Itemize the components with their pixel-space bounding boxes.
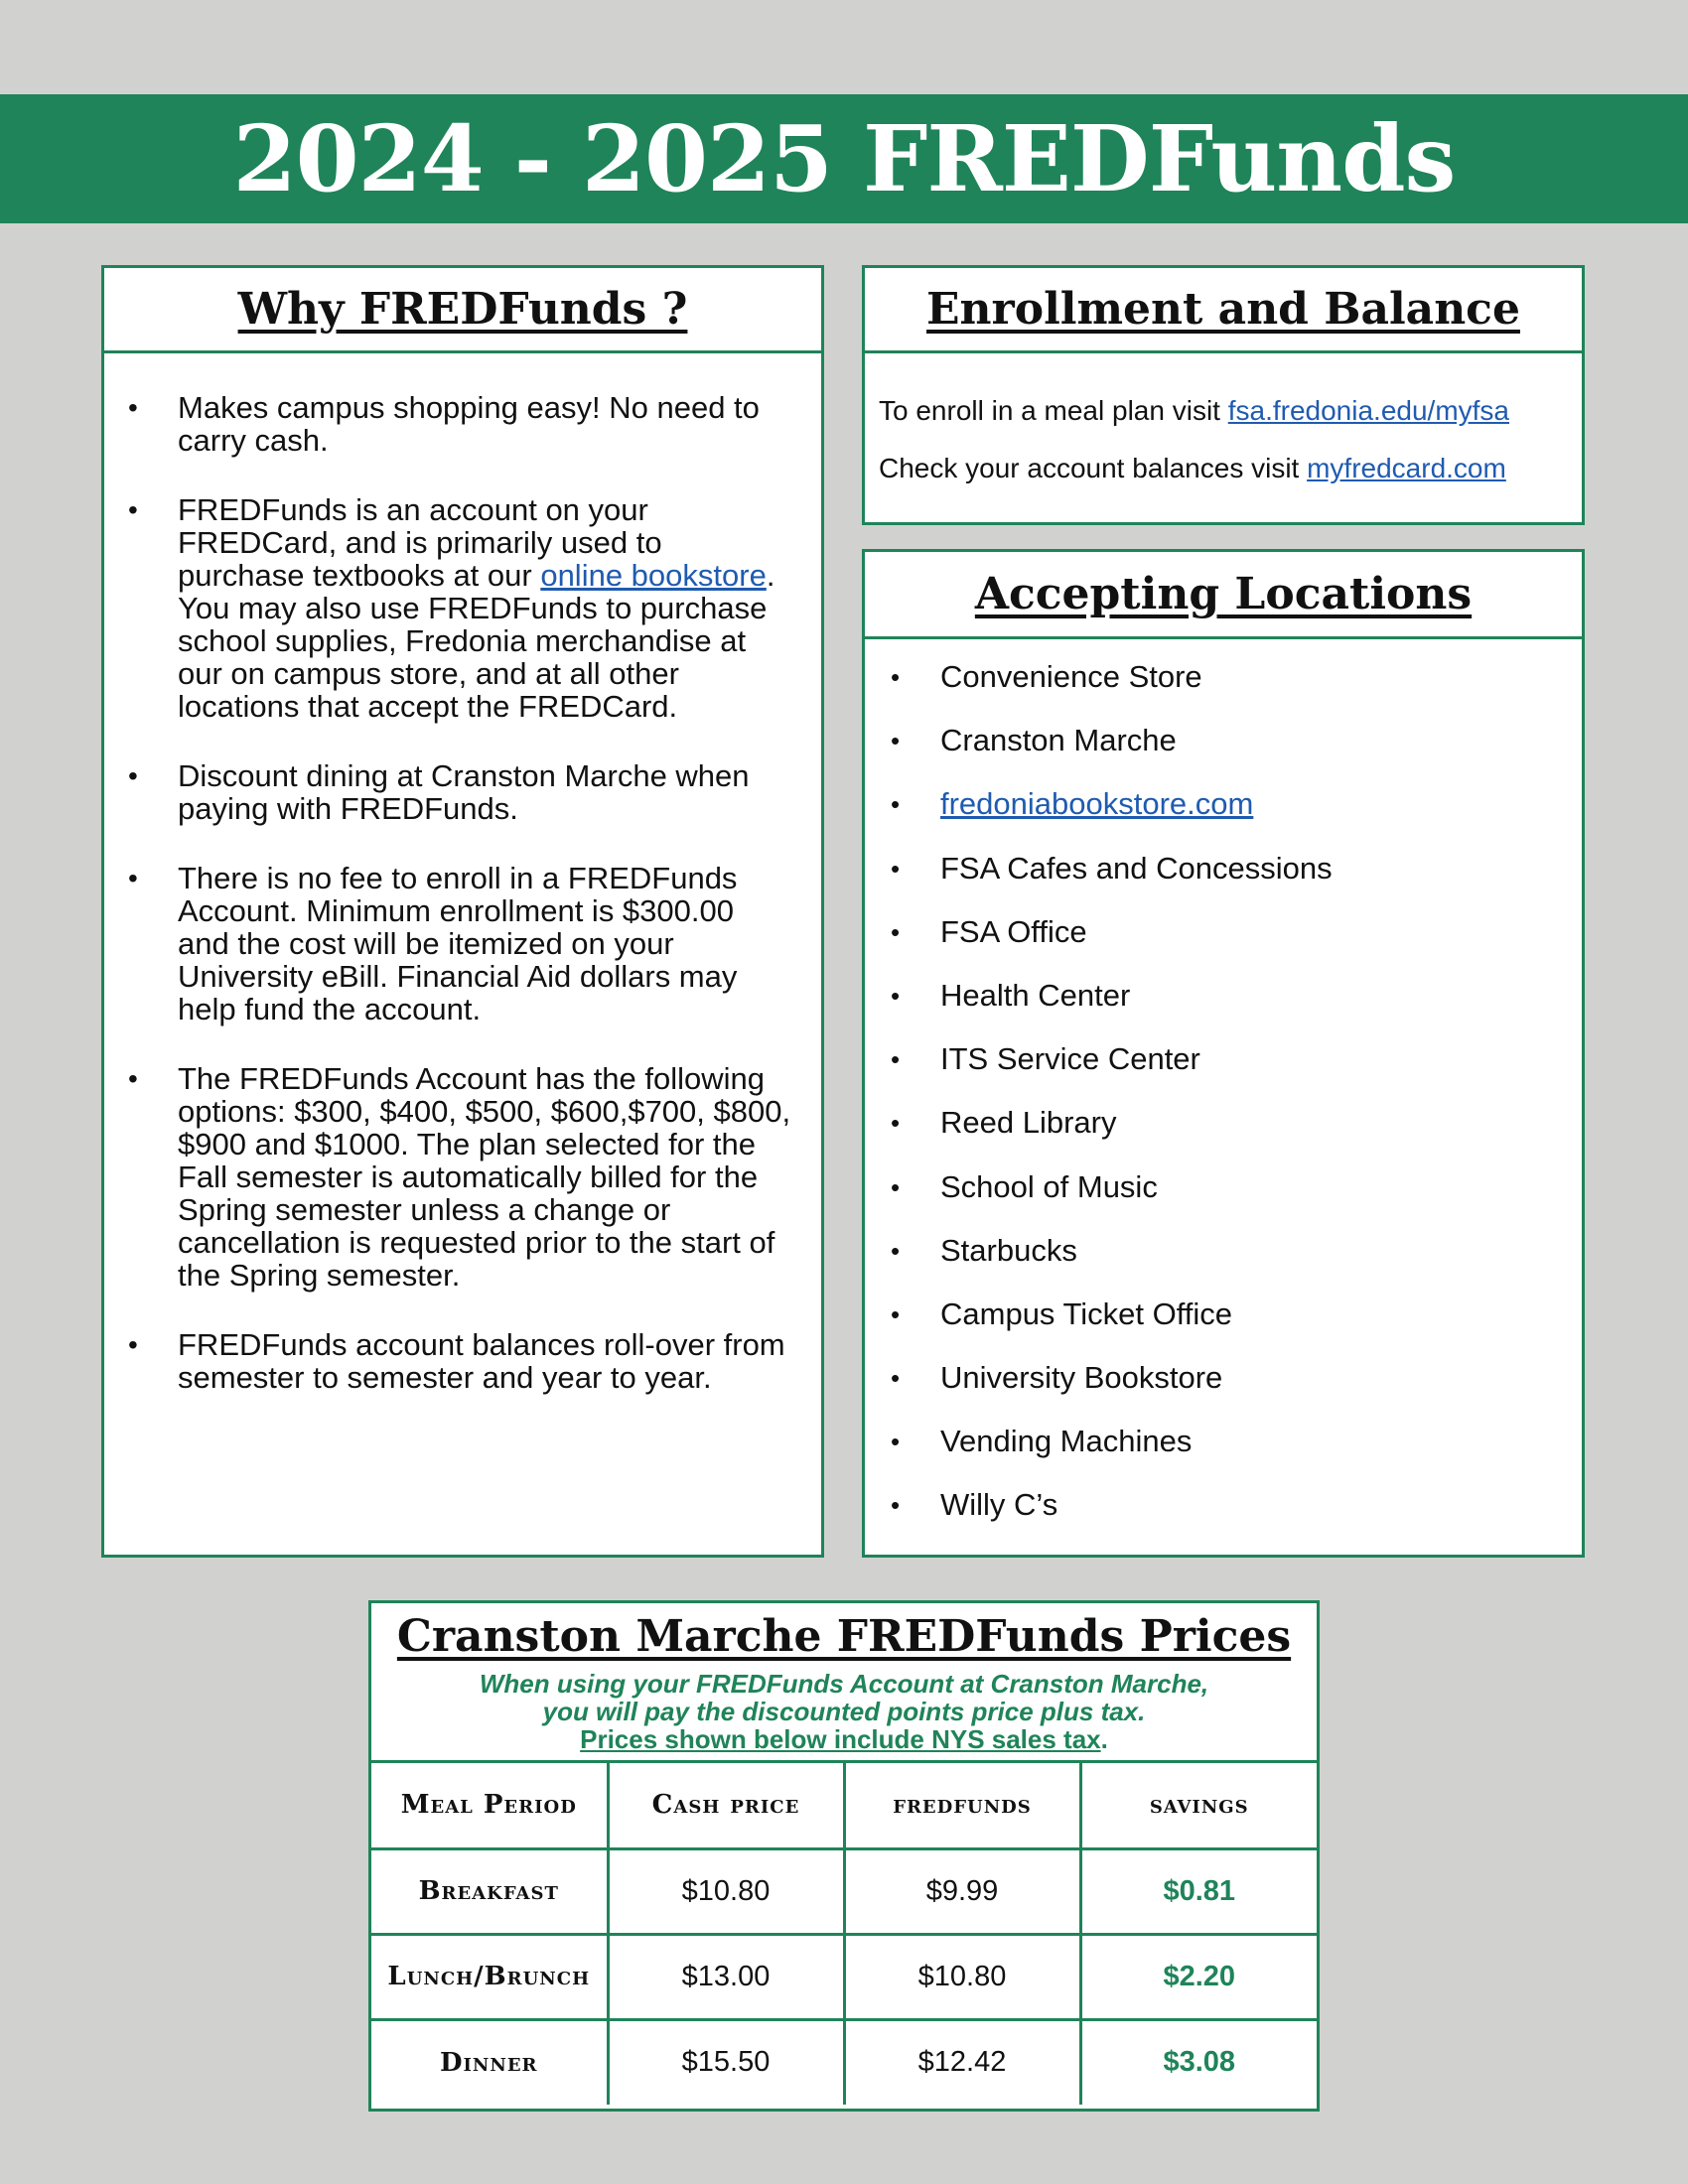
fredfunds-price-cell: $12.42 bbox=[844, 2019, 1080, 2105]
list-item bbox=[178, 493, 791, 723]
savings-cell: $2.20 bbox=[1080, 1934, 1317, 2019]
enroll-line bbox=[865, 395, 1582, 427]
fredfunds-price-cell: $9.99 bbox=[844, 1848, 1080, 1934]
location-item: • FSA Office bbox=[940, 914, 1582, 978]
fredfunds-price-cell: $10.80 bbox=[844, 1934, 1080, 2019]
location-item bbox=[940, 786, 1582, 850]
list-item-text: . You may also use FREDFunds to purchase school supplies, Fredonia merchandise at our on campus store, and at all other locations that accept the FREDCard. bbox=[178, 558, 775, 724]
table-row bbox=[371, 1848, 1317, 1934]
locations-heading: Accepting Locations bbox=[974, 569, 1473, 619]
location-item: • Cranston Marche bbox=[940, 723, 1582, 786]
tax-note-period: . bbox=[1100, 1724, 1108, 1754]
meal-period-cell: Dinner bbox=[371, 2019, 608, 2105]
location-item: • University Bookstore bbox=[940, 1360, 1582, 1424]
locations-panel bbox=[862, 549, 1585, 1558]
enrollment-heading: Enrollment and Balance bbox=[926, 284, 1520, 335]
location-item: • Campus Ticket Office bbox=[940, 1297, 1582, 1360]
list-item: • The FREDFunds Account has the following options: $300, $400, $500, $600,$700, $800, $900 and $1000. The plan selected for the Fall semester is automatically billed for the Spring semester unless a change or cancellation is requested prior to the start of the Spring semester. bbox=[178, 1062, 791, 1292]
prices-header bbox=[371, 1603, 1317, 1763]
location-item: • ITS Service Center bbox=[940, 1041, 1582, 1105]
list-item-text: FREDFunds is an account on your FREDCard, and is primarily used to purchase textbooks at our bbox=[178, 492, 662, 593]
location-item: • School of Music bbox=[940, 1169, 1582, 1233]
location-item: • Reed Library bbox=[940, 1105, 1582, 1168]
list-item: • Makes campus shopping easy! No need to carry cash. bbox=[178, 391, 791, 457]
location-item: • Willy C’s bbox=[940, 1487, 1582, 1551]
myfsa-link[interactable]: fsa.fredonia.edu/myfsa bbox=[1227, 395, 1510, 426]
bookstore-site-link[interactable]: fredoniabookstore.com bbox=[940, 786, 1254, 822]
list-item: • Discount dining at Cranston Marche when paying with FREDFunds. bbox=[178, 759, 791, 825]
balance-line bbox=[865, 453, 1582, 484]
prices-note-tax bbox=[371, 1725, 1317, 1753]
savings-cell: $0.81 bbox=[1080, 1848, 1317, 1934]
location-item: • Convenience Store bbox=[940, 659, 1582, 723]
meal-period-cell: Breakfast bbox=[371, 1848, 608, 1934]
locations-header bbox=[865, 552, 1582, 639]
table-row bbox=[371, 2019, 1317, 2105]
location-item: • Vending Machines bbox=[940, 1424, 1582, 1487]
enroll-text: To enroll in a meal plan visit bbox=[879, 395, 1228, 426]
prices-table bbox=[371, 1763, 1317, 2105]
savings-cell: $3.08 bbox=[1080, 2019, 1317, 2105]
location-item: • Starbucks bbox=[940, 1233, 1582, 1297]
prices-note-line: When using your FREDFunds Account at Cranston Marche, bbox=[479, 1669, 1209, 1699]
prices-heading: Cranston Marche FREDFunds Prices bbox=[396, 1611, 1292, 1662]
myfredcard-link[interactable]: myfredcard.com bbox=[1307, 453, 1506, 483]
column-header: Cash price bbox=[608, 1763, 844, 1848]
prices-panel bbox=[368, 1600, 1320, 2112]
locations-list bbox=[865, 639, 1582, 1552]
table-row bbox=[371, 1934, 1317, 2019]
cash-price-cell: $10.80 bbox=[608, 1848, 844, 1934]
list-item: • FREDFunds account balances roll-over from semester to semester and year to year. bbox=[178, 1328, 791, 1394]
cash-price-cell: $13.00 bbox=[608, 1934, 844, 2019]
why-fredfunds-panel bbox=[101, 265, 824, 1558]
column-header: fredfunds bbox=[844, 1763, 1080, 1848]
tax-note-text: Prices shown below include NYS sales tax bbox=[580, 1724, 1101, 1754]
meal-period-cell: Lunch/Brunch bbox=[371, 1934, 608, 2019]
why-fredfunds-header bbox=[104, 268, 821, 353]
title-banner bbox=[0, 94, 1688, 223]
location-item: • FSA Cafes and Concessions bbox=[940, 851, 1582, 914]
enrollment-panel bbox=[862, 265, 1585, 525]
list-item: • There is no fee to enroll in a FREDFunds Account. Minimum enrollment is $300.00 and the cost will be itemized on your University eBill. Financial Aid dollars may help fund the account. bbox=[178, 862, 791, 1025]
enrollment-header bbox=[865, 268, 1582, 353]
table-header-row bbox=[371, 1763, 1317, 1848]
column-header: savings bbox=[1080, 1763, 1317, 1848]
why-fredfunds-list bbox=[104, 353, 821, 1394]
page-title: 2024 - 2025 FREDFunds bbox=[232, 105, 1456, 212]
location-item: • Health Center bbox=[940, 978, 1582, 1041]
prices-note-line: you will pay the discounted points price plus tax. bbox=[542, 1697, 1146, 1726]
column-header: Meal Period bbox=[371, 1763, 608, 1848]
online-bookstore-link[interactable]: online bookstore bbox=[540, 558, 767, 593]
cash-price-cell: $15.50 bbox=[608, 2019, 844, 2105]
why-fredfunds-heading: Why FREDFunds ? bbox=[237, 284, 688, 335]
balance-text: Check your account balances visit bbox=[879, 453, 1308, 483]
